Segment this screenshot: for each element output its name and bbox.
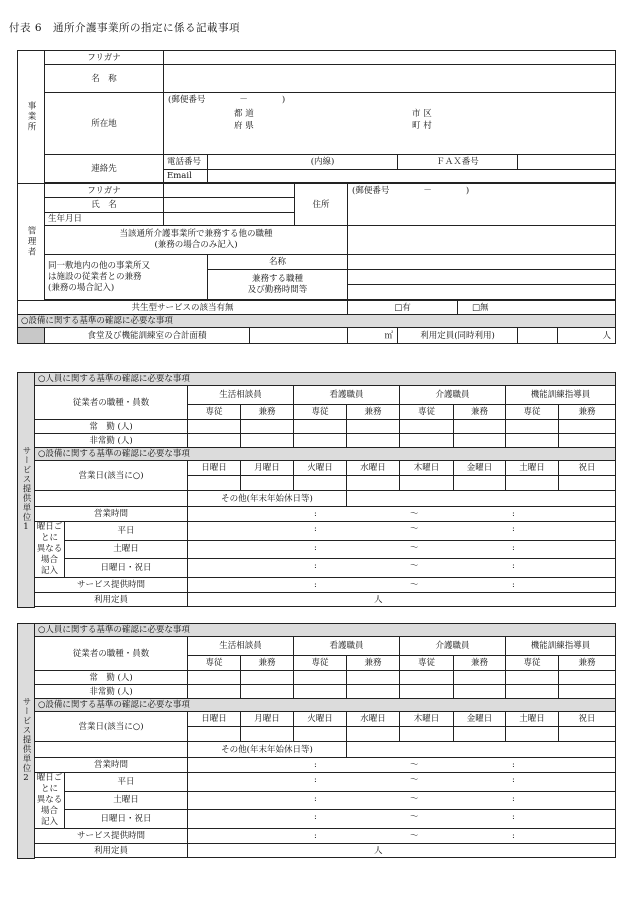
- unit-2-hours-colon-1: :: [314, 760, 317, 770]
- unit-1-full-4: 専従: [506, 405, 559, 420]
- unit-1-day-thu: 木曜日: [400, 461, 454, 476]
- unit-2-service-colon-1: :: [314, 831, 317, 841]
- unit-2-job-4: 機能訓練指導員: [506, 637, 616, 656]
- unit-1-days-blank: [35, 491, 188, 507]
- kyosei-label: 共生型サービスの該当有無: [18, 301, 348, 315]
- manager-other-job-input-2[interactable]: [348, 285, 616, 300]
- unit-1-day-wed: 水曜日: [347, 461, 400, 476]
- unit-2-service-tilde: ～: [410, 831, 419, 841]
- unit-2-sunday-tilde: ～: [410, 812, 419, 823]
- unit-1-fulltime-cell[interactable]: [188, 420, 241, 434]
- unit-1-perday-line-3: 記入: [40, 566, 58, 576]
- unit-2-staff-label: 従業者の職種・員数: [35, 637, 188, 671]
- unit-2-perday-label: [35, 773, 65, 829]
- unit-2-weekday-input[interactable]: [188, 773, 616, 792]
- unit-2-sunday-colon-1: :: [314, 812, 317, 823]
- unit-2-capacity-label: 利用定員: [35, 844, 188, 858]
- unit-1-parttime-cell[interactable]: [188, 434, 241, 448]
- unit-2-job-2: 看護職員: [294, 637, 400, 656]
- unit-1-day-fri: 金曜日: [454, 461, 506, 476]
- manager-concurrent-line-1: 当該通所介護事業所で兼務する他の職種: [119, 229, 273, 239]
- manager-other-label: [45, 255, 208, 300]
- unit-2-day-mark[interactable]: [347, 727, 400, 742]
- unit-2-day-thu: 木曜日: [400, 712, 454, 727]
- unit-2-job-1: 生活相談員: [188, 637, 294, 656]
- unit-2-day-mark[interactable]: [454, 727, 506, 742]
- unit-1-weekday-label: 平日: [65, 522, 188, 541]
- unit-2-perday-line-2: 異なる場合: [36, 795, 63, 816]
- unit-2-job-3: 介護職員: [400, 637, 506, 656]
- unit-1-full-2: 専従: [294, 405, 347, 420]
- unit-2-service-time-input[interactable]: [188, 829, 616, 844]
- unit-1-fulltime-cell[interactable]: [294, 420, 347, 434]
- office-furigana-label: フリガナ: [45, 51, 164, 65]
- unit-2-fulltime-cell[interactable]: [559, 671, 616, 685]
- unit-1-parttime-label: 非常勤 (人): [35, 434, 188, 448]
- unit-1-fulltime-label: 常 勤 (人): [35, 420, 188, 434]
- facility-header: ○設備に関する基準の確認に必要な事項: [18, 315, 616, 328]
- unit-1-day-sun: 日曜日: [188, 461, 241, 476]
- unit-2-service-time-label: サービス提供時間: [35, 829, 188, 844]
- unit-1-service-colon-1: :: [314, 580, 317, 590]
- unit-1-hours-colon-2: :: [512, 509, 515, 519]
- office-shiku-1: 市 区: [412, 109, 432, 119]
- facility-shade: [18, 328, 45, 344]
- unit-2-parttime-cell[interactable]: [400, 685, 454, 699]
- manager-name-input[interactable]: [164, 198, 295, 213]
- unit-2-day-mon: 月曜日: [241, 712, 294, 727]
- unit-2-part-3: 兼務: [454, 656, 506, 671]
- manager-other-job-line-2: 及び勤務時間等: [247, 284, 308, 295]
- unit-2-other-days-input[interactable]: [347, 742, 616, 758]
- unit-1-day-mark[interactable]: [454, 476, 506, 491]
- facility-area-unit: ㎡: [348, 328, 398, 344]
- manager-concurrent-line-2: (兼務の場合のみ記入): [154, 240, 238, 250]
- office-furigana-input[interactable]: [164, 51, 616, 65]
- manager-other-job-line-1: 兼務する職種: [252, 273, 304, 284]
- unit-2-day-mark[interactable]: [400, 727, 454, 742]
- unit-1-job-3: 介護職員: [400, 386, 506, 405]
- facility-capacity-label: 利用定員(同時利用): [398, 328, 518, 344]
- unit-2-fulltime-cell[interactable]: [454, 671, 506, 685]
- form-title: 付表 6 通所介護事業所の指定に係る記載事項: [9, 22, 241, 34]
- unit-1-sunday-input[interactable]: [188, 559, 616, 578]
- unit-1-weekday-tilde: ～: [410, 524, 419, 534]
- office-fax-label: ＦＡＸ番号: [398, 155, 518, 170]
- office-location-input[interactable]: [164, 93, 616, 155]
- unit-2-fulltime-cell[interactable]: [400, 671, 454, 685]
- office-name-label: 名 称: [45, 65, 164, 93]
- office-postal: (郵便番号 － ): [168, 95, 286, 105]
- office-todofuken-2: 府 県: [234, 121, 254, 131]
- unit-2-saturday-label: 土曜日: [65, 791, 188, 810]
- unit-2-other-days-label: その他(年末年始休日等): [188, 742, 347, 758]
- service-unit-2-table: [17, 623, 616, 859]
- unit-2-weekday-colon-1: :: [314, 775, 317, 785]
- unit-1-other-days-input[interactable]: [347, 491, 616, 507]
- unit-1-capacity-unit: 人: [374, 595, 383, 605]
- unit-2-full-2: 専従: [294, 656, 347, 671]
- unit-2-staff-header: ○人員に関する基準の確認に必要な事項: [35, 624, 616, 637]
- unit-1-day-mark[interactable]: [559, 476, 616, 491]
- office-phone-input[interactable]: [208, 155, 398, 170]
- unit-1-parttime-cell[interactable]: [241, 434, 294, 448]
- unit-1-full-3: 専従: [400, 405, 454, 420]
- unit-2-parttime-cell[interactable]: [188, 685, 241, 699]
- unit-2-service-colon-2: :: [512, 831, 515, 841]
- unit-2-perday-line-1: 曜日ごとに: [36, 773, 63, 794]
- office-email-label: Email: [164, 170, 208, 183]
- unit-2-label: サービス提供単位2: [18, 624, 35, 859]
- unit-2-sunday-colon-2: :: [512, 812, 515, 823]
- unit-2-fulltime-label: 常 勤 (人): [35, 671, 188, 685]
- unit-1-job-4: 機能訓練指導員: [506, 386, 616, 405]
- unit-2-day-mark[interactable]: [506, 727, 559, 742]
- unit-2-capacity-unit: 人: [374, 846, 383, 856]
- service-unit-1-table: [17, 372, 616, 608]
- manager-address-label: 住所: [295, 184, 348, 226]
- unit-2-parttime-cell[interactable]: [454, 685, 506, 699]
- unit-1-fulltime-cell[interactable]: [506, 420, 559, 434]
- unit-1-days-label: 営業日(該当に○): [35, 461, 188, 491]
- unit-1-fulltime-cell[interactable]: [454, 420, 506, 434]
- unit-1-other-days-label: その他(年末年始休日等): [188, 491, 347, 507]
- unit-1-service-time-input[interactable]: [188, 578, 616, 593]
- unit-2-hours-tilde: ～: [410, 760, 419, 770]
- manager-birth-label: 生年月日: [45, 213, 164, 226]
- unit-1-service-tilde: ～: [410, 580, 419, 590]
- unit-1-parttime-cell[interactable]: [347, 434, 400, 448]
- unit-1-day-mark[interactable]: [294, 476, 347, 491]
- manager-other-name-label: 名称: [208, 255, 348, 270]
- unit-1-part-1: 兼務: [241, 405, 294, 420]
- manager-concurrent-label: [45, 226, 348, 255]
- unit-2-perday-line-3: 記入: [40, 817, 58, 827]
- office-todofuken-1: 都 道: [234, 109, 254, 119]
- unit-2-full-1: 専従: [188, 656, 241, 671]
- unit-2-day-mark[interactable]: [294, 727, 347, 742]
- manager-section-label: 管理者: [18, 184, 45, 301]
- manager-birth-input[interactable]: [164, 213, 295, 226]
- unit-1-day-mark[interactable]: [506, 476, 559, 491]
- unit-2-parttime-cell[interactable]: [559, 685, 616, 699]
- unit-1-fulltime-cell[interactable]: [559, 420, 616, 434]
- unit-1-sunday-tilde: ～: [410, 561, 419, 572]
- unit-2-day-sun: 日曜日: [188, 712, 241, 727]
- unit-2-equip-header: ○設備に関する基準の確認に必要な事項: [35, 699, 616, 712]
- manager-concurrent-input[interactable]: [348, 226, 616, 255]
- office-name-input[interactable]: [164, 65, 616, 93]
- unit-2-hours-colon-2: :: [512, 760, 515, 770]
- manager-other-line-1: 同一敷地内の他の事業所又: [48, 260, 151, 271]
- unit-1-day-hol: 祝日: [559, 461, 616, 476]
- unit-1-day-mark[interactable]: [400, 476, 454, 491]
- unit-2-capacity-input[interactable]: [188, 844, 616, 858]
- unit-1-perday-line-2: 異なる場合: [36, 544, 63, 565]
- manager-furigana-label: フリガナ: [45, 184, 164, 198]
- unit-2-fulltime-cell[interactable]: [506, 671, 559, 685]
- unit-1-part-3: 兼務: [454, 405, 506, 420]
- unit-2-day-fri: 金曜日: [454, 712, 506, 727]
- unit-2-part-4: 兼務: [559, 656, 616, 671]
- unit-1-sunday-colon-2: :: [512, 561, 515, 572]
- unit-2-saturday-tilde: ～: [410, 793, 419, 804]
- unit-1-parttime-cell[interactable]: [559, 434, 616, 448]
- manager-other-job-label: [208, 270, 348, 300]
- unit-2-part-1: 兼務: [241, 656, 294, 671]
- unit-2-fulltime-cell[interactable]: [188, 671, 241, 685]
- unit-2-day-mark[interactable]: [559, 727, 616, 742]
- unit-2-weekday-tilde: ～: [410, 775, 419, 785]
- office-shiku-2: 町 村: [412, 121, 432, 131]
- unit-2-day-sat: 土曜日: [506, 712, 559, 727]
- unit-1-saturday-input[interactable]: [188, 540, 616, 559]
- unit-2-sunday-input[interactable]: [188, 810, 616, 829]
- facility-capacity-unit: 人: [558, 328, 616, 344]
- kyosei-yes-checkbox[interactable]: □有: [348, 301, 458, 315]
- unit-1-hours-tilde: ～: [410, 509, 419, 519]
- unit-2-saturday-input[interactable]: [188, 791, 616, 810]
- kyosei-no-checkbox[interactable]: □無: [458, 301, 616, 315]
- unit-2-hours-label: 営業時間: [35, 758, 188, 773]
- unit-1-part-4: 兼務: [559, 405, 616, 420]
- unit-1-day-tue: 火曜日: [294, 461, 347, 476]
- unit-2-day-hol: 祝日: [559, 712, 616, 727]
- unit-1-capacity-label: 利用定員: [35, 593, 188, 607]
- unit-1-fulltime-cell[interactable]: [400, 420, 454, 434]
- unit-2-full-3: 専従: [400, 656, 454, 671]
- office-phone-label: 電話番号: [164, 155, 208, 170]
- manager-other-job-input-1[interactable]: [348, 270, 616, 285]
- unit-1-parttime-cell[interactable]: [294, 434, 347, 448]
- manager-address-input[interactable]: [348, 184, 616, 226]
- unit-1-equip-header: ○設備に関する基準の確認に必要な事項: [35, 448, 616, 461]
- unit-1-service-time-label: サービス提供時間: [35, 578, 188, 593]
- unit-2-fulltime-cell[interactable]: [347, 671, 400, 685]
- unit-2-sunday-label: 日曜日・祝日: [65, 810, 188, 829]
- unit-1-saturday-tilde: ～: [410, 542, 419, 553]
- unit-1-perday-line-1: 曜日ごとに: [36, 522, 63, 543]
- office-fax-input[interactable]: [518, 155, 616, 170]
- unit-1-hours-label: 営業時間: [35, 507, 188, 522]
- office-contact-label: 連絡先: [45, 155, 164, 183]
- office-manager-table: [17, 50, 616, 344]
- office-extension: (内線): [310, 157, 335, 167]
- unit-2-weekday-label: 平日: [65, 773, 188, 792]
- unit-2-day-wed: 水曜日: [347, 712, 400, 727]
- unit-1-day-mark[interactable]: [241, 476, 294, 491]
- unit-1-saturday-label: 土曜日: [65, 540, 188, 559]
- unit-1-part-2: 兼務: [347, 405, 400, 420]
- office-email-input[interactable]: [208, 170, 616, 183]
- manager-postal: (郵便番号 － ): [352, 186, 470, 196]
- unit-1-parttime-cell[interactable]: [400, 434, 454, 448]
- unit-2-fulltime-cell[interactable]: [294, 671, 347, 685]
- unit-1-parttime-cell[interactable]: [506, 434, 559, 448]
- unit-1-weekday-colon-2: :: [512, 524, 515, 534]
- facility-area-label: 食堂及び機能訓練室の合計面積: [45, 328, 250, 344]
- unit-1-day-sat: 土曜日: [506, 461, 559, 476]
- unit-2-day-mark[interactable]: [241, 727, 294, 742]
- manager-furigana-input[interactable]: [164, 184, 295, 198]
- unit-1-hours-colon-1: :: [314, 509, 317, 519]
- unit-1-service-colon-2: :: [512, 580, 515, 590]
- unit-2-weekday-colon-2: :: [512, 775, 515, 785]
- office-section-label: 事業所: [18, 51, 45, 184]
- unit-1-job-1: 生活相談員: [188, 386, 294, 405]
- unit-1-parttime-cell[interactable]: [454, 434, 506, 448]
- unit-1-day-mark[interactable]: [347, 476, 400, 491]
- facility-capacity-input[interactable]: [518, 328, 558, 344]
- unit-2-parttime-label: 非常勤 (人): [35, 685, 188, 699]
- unit-1-perday-label: [35, 522, 65, 578]
- unit-1-saturday-colon-1: :: [314, 542, 317, 553]
- manager-other-name-input[interactable]: [348, 255, 616, 270]
- unit-2-day-tue: 火曜日: [294, 712, 347, 727]
- unit-1-weekday-input[interactable]: [188, 522, 616, 541]
- unit-2-parttime-cell[interactable]: [347, 685, 400, 699]
- unit-1-sunday-colon-1: :: [314, 561, 317, 572]
- unit-1-fulltime-cell[interactable]: [241, 420, 294, 434]
- manager-other-line-3: (兼務の場合記入): [48, 282, 115, 293]
- unit-2-part-2: 兼務: [347, 656, 400, 671]
- unit-1-weekday-colon-1: :: [314, 524, 317, 534]
- unit-2-parttime-cell[interactable]: [294, 685, 347, 699]
- unit-2-saturday-colon-1: :: [314, 793, 317, 804]
- unit-2-parttime-cell[interactable]: [241, 685, 294, 699]
- manager-other-line-2: は施設の従業者との兼務: [48, 271, 142, 282]
- unit-2-day-mark[interactable]: [188, 727, 241, 742]
- unit-1-staff-header: ○人員に関する基準の確認に必要な事項: [35, 373, 616, 386]
- unit-1-hours-input[interactable]: [188, 507, 616, 522]
- manager-name-label: 氏 名: [45, 198, 164, 213]
- unit-1-staff-label: 従業者の職種・員数: [35, 386, 188, 420]
- unit-1-capacity-input[interactable]: [188, 593, 616, 607]
- unit-1-day-mon: 月曜日: [241, 461, 294, 476]
- unit-2-parttime-cell[interactable]: [506, 685, 559, 699]
- unit-2-days-label: 営業日(該当に○): [35, 712, 188, 742]
- unit-2-saturday-colon-2: :: [512, 793, 515, 804]
- unit-1-fulltime-cell[interactable]: [347, 420, 400, 434]
- unit-1-label: サービス提供単位1: [18, 373, 35, 608]
- unit-2-full-4: 専従: [506, 656, 559, 671]
- unit-1-saturday-colon-2: :: [512, 542, 515, 553]
- unit-1-full-1: 専従: [188, 405, 241, 420]
- unit-2-fulltime-cell[interactable]: [241, 671, 294, 685]
- unit-2-days-blank: [35, 742, 188, 758]
- unit-1-job-2: 看護職員: [294, 386, 400, 405]
- facility-area-input[interactable]: [250, 328, 348, 344]
- unit-2-hours-input[interactable]: [188, 758, 616, 773]
- unit-1-day-mark[interactable]: [188, 476, 241, 491]
- office-location-label: 所在地: [45, 93, 164, 155]
- unit-1-sunday-label: 日曜日・祝日: [65, 559, 188, 578]
